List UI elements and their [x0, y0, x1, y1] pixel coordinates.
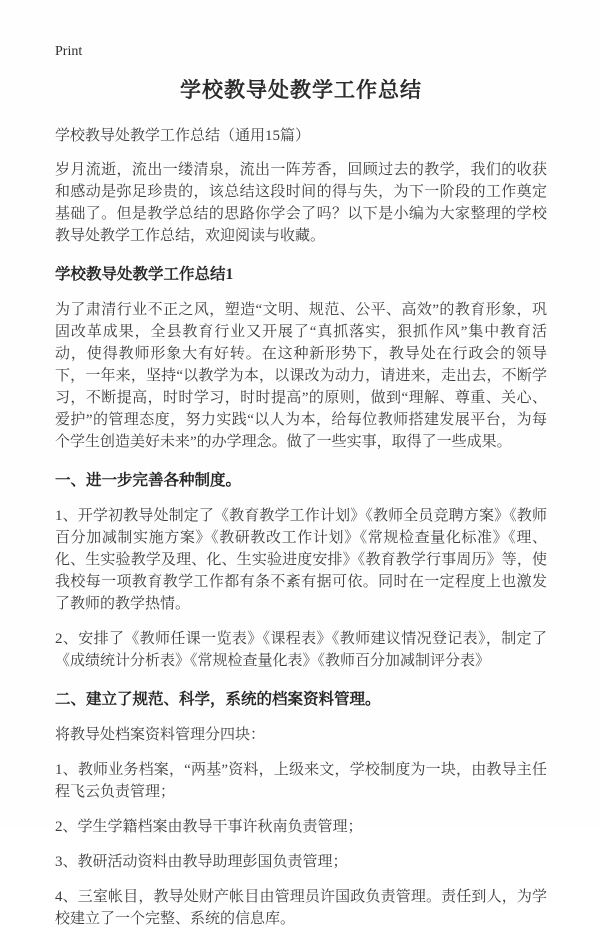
paragraph-archive-4: 4、三室帐目，教导处财产帐目由管理员许国政负责管理。责任到人，为学校建立了一个完整、系统的信息库。: [55, 889, 547, 927]
section-heading-two: 二、建立了规范、科学，系统的档案资料管理。: [55, 691, 381, 708]
section-heading-one: 一、进一步完善各种制度。: [55, 472, 242, 489]
paragraph-lead: 将教导处档案资料管理分四块：: [55, 727, 266, 743]
page-subtitle: 学校教导处教学工作总结（通用15篇）: [55, 128, 311, 144]
paragraph-item-2: 2、安排了《教师任课一览表》《课程表》《教师建议情况登记表》，制定了《成绩统计分析表》《常规检查量化表》《教师百分加减制评分表》: [55, 631, 547, 669]
section-heading-summary-1: 学校教导处教学工作总结1: [55, 266, 234, 283]
paragraph-archive-3: 3、教研活动资料由教导助理彭国负责管理；: [55, 854, 348, 870]
intro-paragraph: 岁月流逝，流出一缕清泉，流出一阵芳香，回顾过去的教学，我们的收获和感动是弥足珍贵的，该总结这段时间的得与失，为下一阶段的工作奠定基础了。但是教学总结的思路你学会了吗？以下是小编为大家整理的学校教导处教学工作总结，欢迎阅读与收藏。: [55, 162, 547, 244]
print-link[interactable]: Print: [55, 44, 83, 59]
paragraph-archive-1: 1、教师业务档案，“两基”资料，上级来文，学校制度为一块，由教导主任程飞云负责管理；: [55, 762, 547, 800]
paragraph-overview: 为了肃清行业不正之风，塑造“文明、规范、公平、高效”的教育形象，巩固改革成果，全县教育行业又开展了“真抓落实，狠抓作风”集中教育活动，使得教师形象大有好转。在这种新形势下，教导处在行政会的领导下，一年来，坚持“以教学为本，以课改为动力，请进来，走出去，不断学习，不断提高，时时学习，时时提高”的原则，做到“理解、尊重、关心、爱护”的管理态度，努力实践“以人为本，给每位教师搭建发展平台，为每个学生创造美好未来”的办学理念。做了一些实事，取得了一些成果。: [55, 302, 547, 450]
page-title: 学校教导处教学工作总结: [180, 78, 422, 102]
paragraph-archive-2: 2、学生学籍档案由教导干事许秋南负责管理；: [55, 819, 363, 835]
paragraph-item-1: 1、开学初教导处制定了《教育教学工作计划》《教师全员竞聘方案》《教师百分加减制实施方案》《教研教改工作计划》《常规检查量化标准》《理、化、生实验教学及理、化、生实验进度安排》《教育教学行事周历》等，使我校每一项教育教学工作都有条不紊有据可依。同时在一定程度上也激发了教师的教学热情。: [55, 508, 547, 612]
